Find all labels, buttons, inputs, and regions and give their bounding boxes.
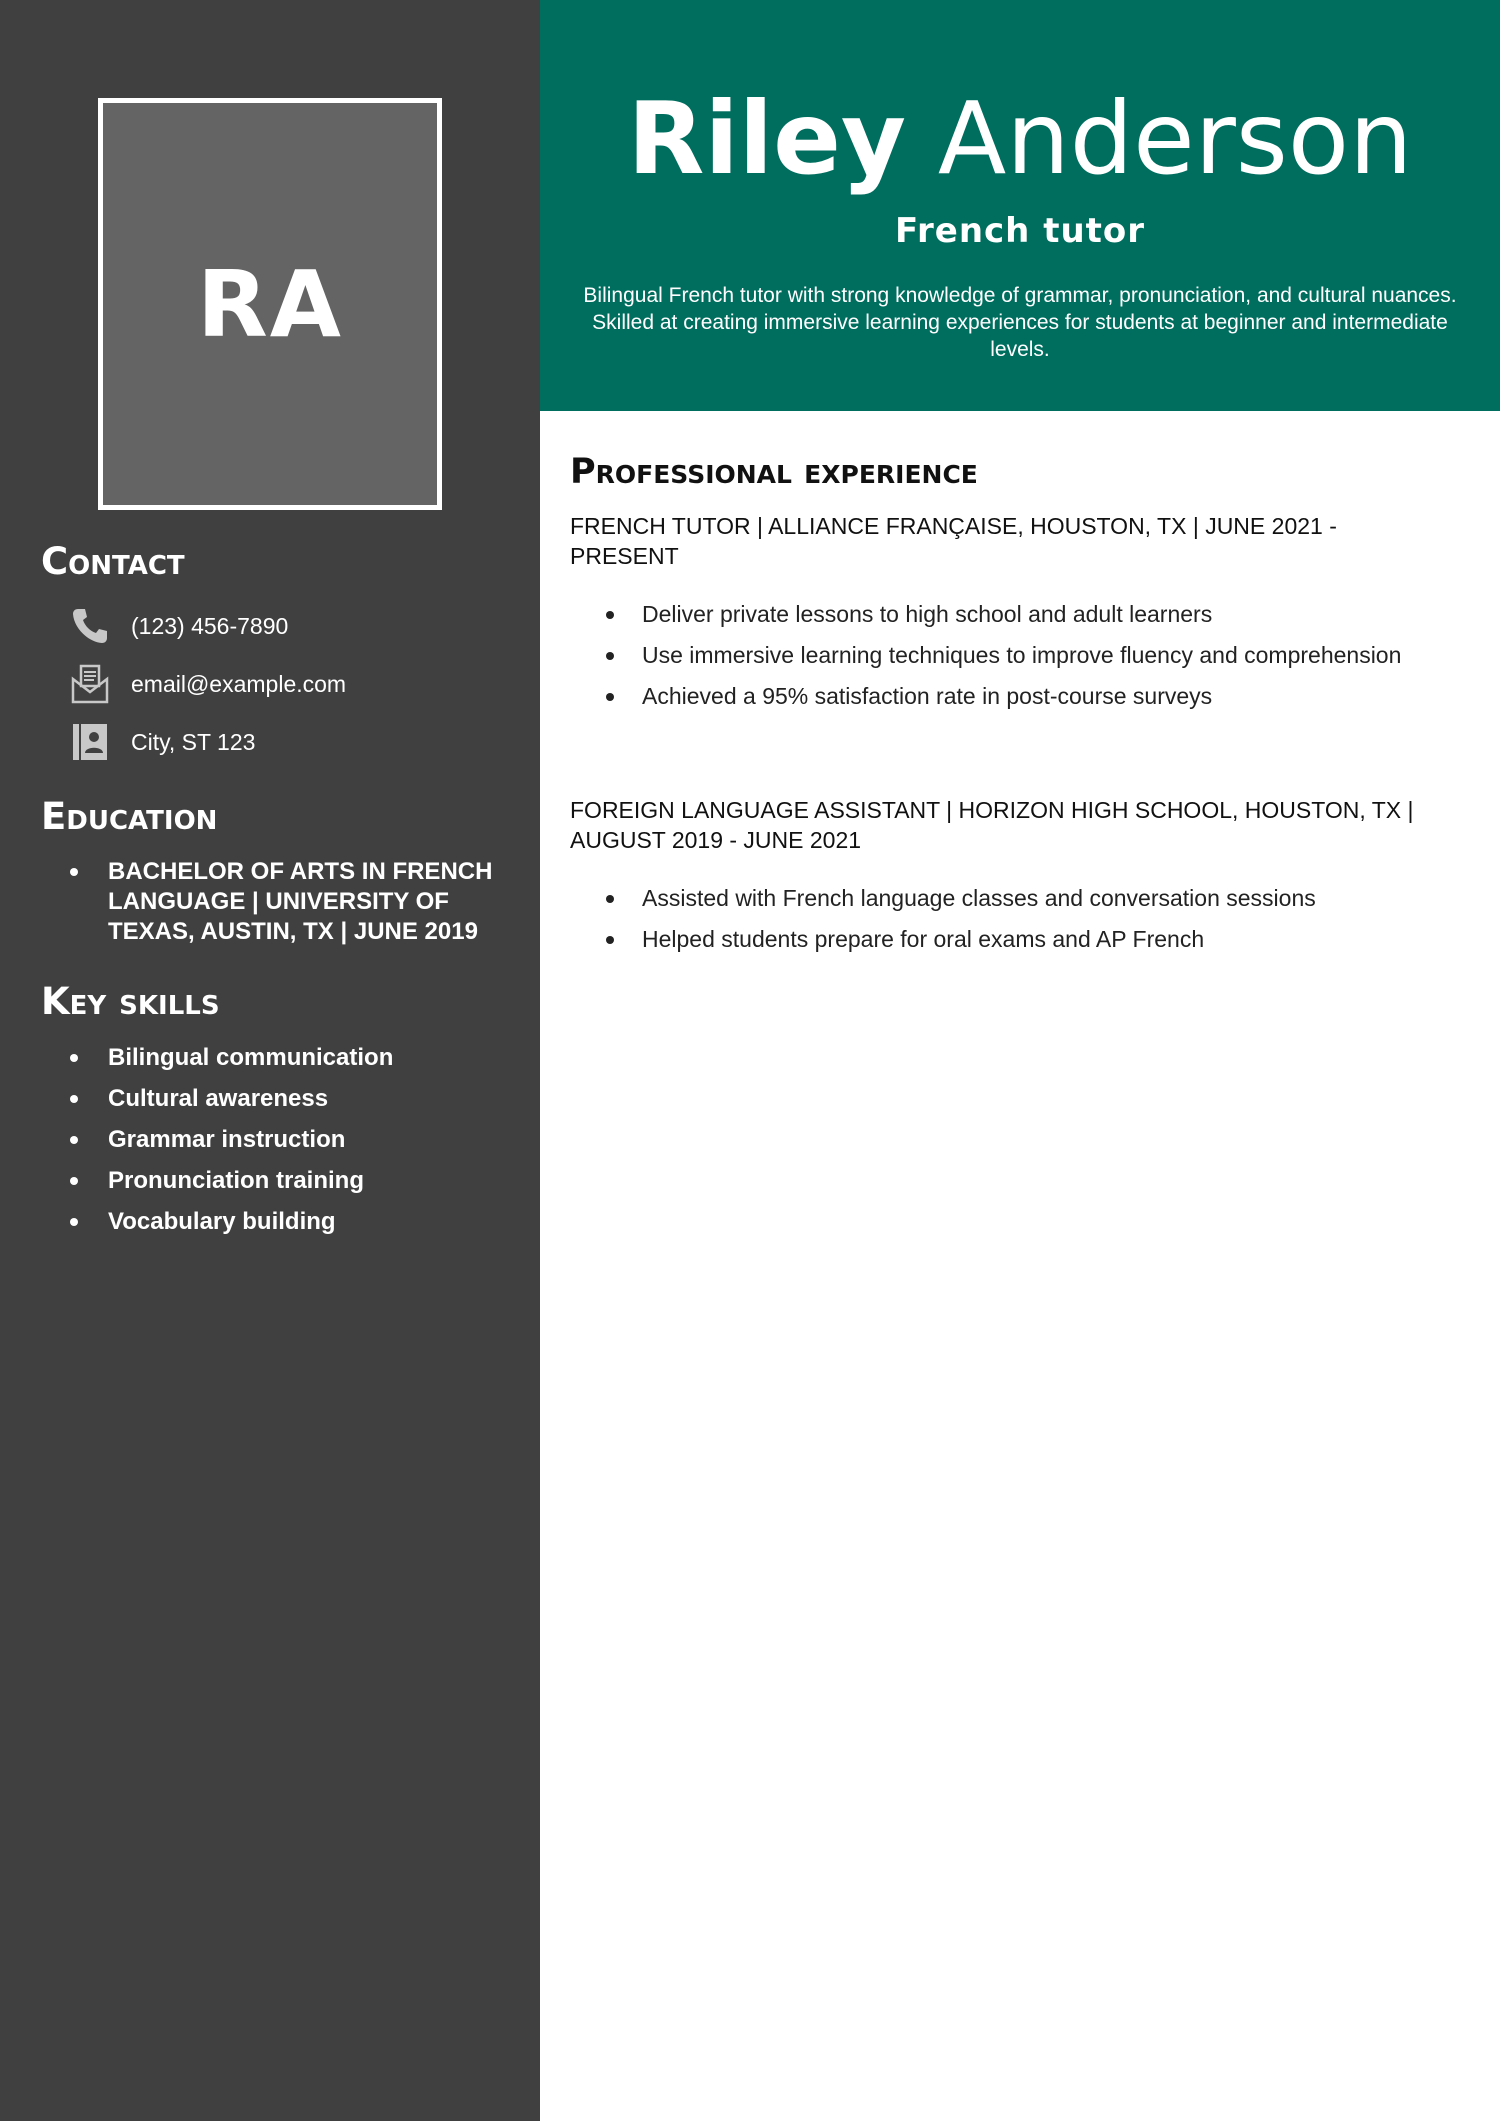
experience-bullets — [570, 884, 1450, 953]
education-list — [0, 857, 540, 947]
avatar — [98, 98, 442, 510]
skills-list — [0, 1043, 423, 1237]
skill-item: Pronunciation training — [0, 1166, 423, 1196]
header-banner — [540, 0, 1500, 411]
contact-phone-text: (123) 456-7890 — [131, 612, 289, 639]
contact-phone — [68, 603, 288, 649]
profile-summary: Bilingual French tutor with strong knowledge of grammar, pronunciation, and cultural nuances. Skilled at creating immersive learning experiences for students at beginner and intermediate levels. — [583, 284, 1457, 361]
skill-item: Vocabulary building — [0, 1207, 423, 1237]
contact-email — [68, 661, 346, 707]
phone-icon — [68, 604, 112, 648]
education-heading: Education — [41, 795, 218, 838]
address-icon — [68, 720, 112, 764]
experience-bullet: Helped students prepare for oral exams and AP French — [570, 925, 1450, 953]
email-icon — [68, 662, 112, 706]
sidebar — [0, 0, 540, 2121]
contact-address-text: City, ST 123 — [131, 728, 256, 755]
experience-bullet: Deliver private lessons to high school and adult learners — [570, 600, 1450, 628]
contact-email-text: email@example.com — [131, 670, 347, 697]
skill-item: Grammar instruction — [0, 1125, 423, 1155]
skills-heading: Key skills — [41, 980, 220, 1023]
experience-bullet: Assisted with French language classes and conversation sessions — [570, 884, 1450, 912]
experience-bullet: Achieved a 95% satisfaction rate in post-course surveys — [570, 682, 1450, 710]
contact-address — [68, 719, 255, 765]
experience-job-title: FOREIGN LANGUAGE ASSISTANT | HORIZON HIGH SCHOOL, HOUSTON, TX | AUGUST 2019 - JUNE 2021 — [570, 797, 1414, 853]
skill-item: Cultural awareness — [0, 1084, 423, 1114]
first-name: Riley — [627, 80, 907, 197]
contact-heading: Contact — [41, 540, 185, 583]
experience-bullets — [570, 600, 1450, 710]
candidate-name — [540, 80, 1500, 197]
experience-job-title: FRENCH TUTOR | ALLIANCE FRANÇAISE, HOUSTON, TX | JUNE 2021 - PRESENT — [570, 513, 1337, 569]
experience-bullet: Use immersive learning techniques to improve fluency and comprehension — [570, 641, 1450, 669]
last-name: Anderson — [937, 80, 1413, 197]
education-item: BACHELOR OF ARTS IN FRENCH LANGUAGE | UNIVERSITY OF TEXAS, AUSTIN, TX | JUNE 2019 — [0, 857, 540, 947]
job-title: French tutor — [894, 211, 1146, 251]
experience-heading: Professional experience — [570, 452, 978, 492]
skill-item: Bilingual communication — [0, 1043, 423, 1073]
avatar-initials: RA — [196, 250, 344, 358]
